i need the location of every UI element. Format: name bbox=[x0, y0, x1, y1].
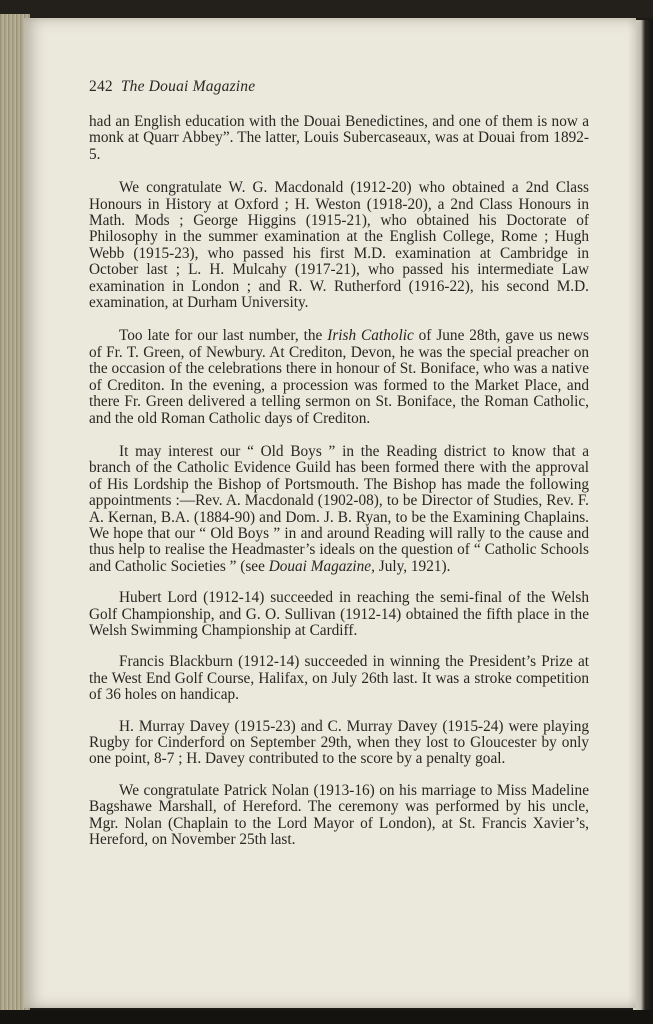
book-page bbox=[24, 18, 636, 1008]
p3-text-end: of June 28th, gave us news of Fr. T. Green, of Newbury. At Crediton, Devon, he was the special preacher on the occasion of the celebrations there in honour of St. Boniface, who was a native of Crediton. In the evening, a procession was formed to the Market Place, and there Fr. Green delivered a telling sermon on St. Boniface, the Roman Catholic, and the old Roman Catholic days of Crediton. bbox=[89, 327, 589, 427]
paragraph-crediton bbox=[89, 328, 589, 426]
page-number: 242 bbox=[89, 78, 113, 95]
body-text bbox=[89, 114, 589, 848]
p4-italic-title: Douai Magazine, bbox=[268, 557, 375, 575]
p4-text-end: July, 1921). bbox=[374, 557, 451, 575]
paragraph-blackburn: Francis Blackburn (1912-14) succeeded in winning the President’s Prize at the West End Golf Course, Halifax, on July 26th last. It was a stroke competition of 36 holes on handicap. bbox=[89, 653, 589, 704]
book-top-edge bbox=[0, 0, 653, 18]
paragraph-rugby: H. Murray Davey (1915-23) and C. Murray Davey (1915-24) were playing Rugby for Cinderford on September 29th, when they lost to Gloucester by only one point, 8-7 ; H. Davey contributed to the score by a penalty goal. bbox=[89, 717, 589, 768]
p4-text-start: It may interest our “ Old Boys ” in the Reading district to know that a branch of the Catholic Evidence Guild has been formed there with the approval of His Lordship the Bishop of Portsmouth. The Bishop has made the following appointments :—Rev. A. Macdonald (1902-08), to be Director of Studies, Rev. F. A. Kernan, B.A. (1884-90) and Dom. J. B. Ryan, to be the Examining Chaplains. We hope that our “ Old Boys ” in and around Reading will rally to the cause and thus help to realise the Headmaster’s ideals on the question of “ Catholic Schools and Catholic Societies ” (see bbox=[89, 442, 589, 575]
book-bottom-edge bbox=[0, 1010, 653, 1024]
paragraph-welsh-golf: Hubert Lord (1912-14) succeeded in reaching the semi-final of the Welsh Golf Championship, and G. O. Sullivan (1912-14) obtained the fifth place in the Welsh Swimming Championship at Cardiff. bbox=[89, 589, 589, 639]
magazine-title: The Douai Magazine bbox=[120, 78, 256, 95]
running-head bbox=[89, 78, 255, 96]
p3-text-start: Too late for our last number, the bbox=[119, 327, 328, 345]
book-right-edge bbox=[633, 20, 653, 1010]
paragraph-examinations: We congratulate W. G. Macdonald (1912-20) who obtained a 2nd Class Honours in History at Oxford ; H. Weston (1918-20), a 2nd Class Honours in Math. Mods ; George Higgins (1915-21), who obtained his Doctorate of Philosophy in the summer examination at the English College, Rome ; Hugh Webb (1915-23), who passed his first M.D. examination at Cambridge in October last ; L. H. Mulcahy (1917-21), who passed his intermediate Law examination in London ; and R. W. Rutherford (1916-22), his second M.D. examination, at Durham University. bbox=[89, 179, 589, 312]
paragraph-reading-guild bbox=[89, 444, 589, 575]
p3-italic-title: Irish Catholic bbox=[327, 327, 414, 345]
paragraph-continued: had an English education with the Douai Benedictines, and one of them is now a monk at Quarr Abbey”. The latter, Louis Subercaseaux, was at Douai from 1892-5. bbox=[89, 113, 589, 163]
paragraph-marriage: We congratulate Patrick Nolan (1913-16) on his marriage to Miss Madeline Bagshawe Marshall, of Hereford. The ceremony was performed by his uncle, Mgr. Nolan (Chaplain to the Lord Mayor of London), at St. Francis Xavier’s, Hereford, on November 25th last. bbox=[89, 781, 589, 849]
